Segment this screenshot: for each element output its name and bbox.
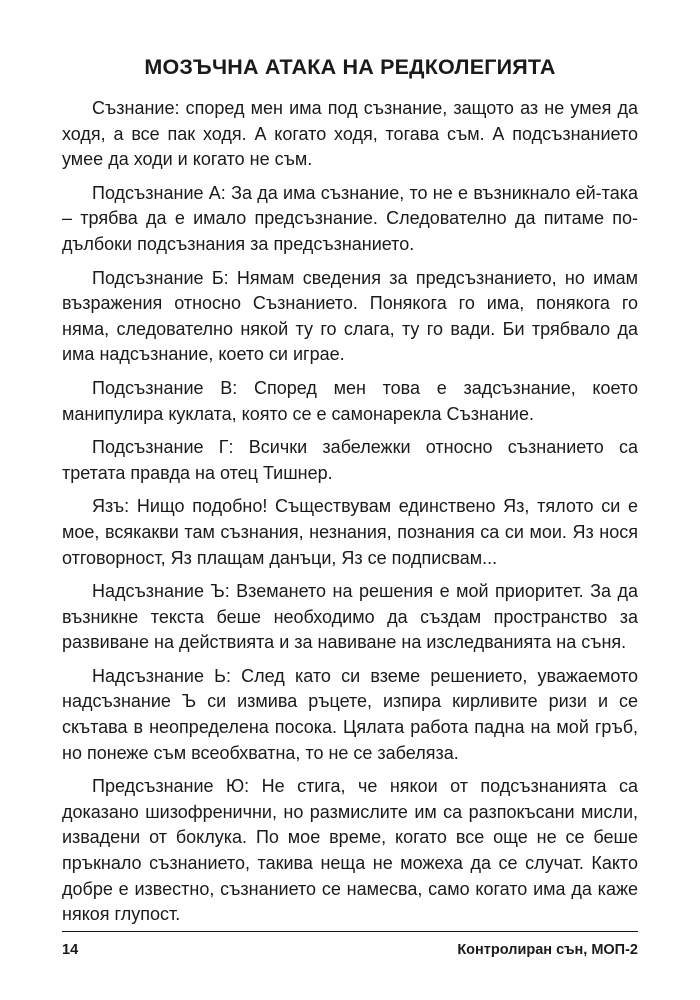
paragraph: Подсъзнание А: За да има съзнание, то не е възникнало ей-така – трябва да е имало предсъзнание. Следователно да питаме по-дълбоки подсъзнания за предсъзнанието.: [62, 182, 638, 254]
paragraph: Подсъзнание Б: Нямам сведения за предсъзнанието, но имам възражения относно Съзнанието. Понякога го има, понякога го няма, следователно някой ту го слага, ту го вади. Би трябвало да има надсъзнание, което си играе.: [62, 267, 638, 365]
page-number: 14: [62, 942, 79, 958]
paragraph: Подсъзнание Г: Всички забележки относно съзнанието са третата правда на отец Тишнер.: [62, 437, 638, 483]
running-title: Контролиран сън, МОП-2: [457, 942, 638, 958]
paragraph: Предсъзнание Ю: Не стига, че някои от подсъзнанията са доказано шизофренични, но размислите им са разпокъсани мисли, извадени от боклука. По мое време, когато все още не се беше пръкнало съзнанието, такива неща не можеха да се случат. Както добре е известно, съзнанието се намесва, само когато има да каже някоя глупост.: [62, 776, 638, 925]
paragraph: Подсъзнание В: Според мен това е задсъзнание, което манипулира куклата, която се е самонарекла Съзнание.: [62, 377, 638, 424]
page-title: МОЗЪЧНА АТАКА НА РЕДКОЛЕГИЯТА: [144, 55, 556, 79]
paragraph: Надсъзнание Ъ: Вземането на решения е мой приоритет. За да възникне текста беше необходимо да създам пространство за развиване на действията и за навиване на изследванията на съня.: [62, 581, 638, 653]
footer-divider: [62, 931, 638, 932]
body-text: [62, 96, 638, 936]
paragraph: Надсъзнание Ь: След като си вземе решението, уважаемото надсъзнание Ъ си измива ръцете, изпира кирливите ризи и се скътава в неопределена посока. Цялата работа падна на мой гръб, но понеже съм всеобхватна, то не се забеляза.: [62, 665, 638, 763]
paragraph: Язъ: Нищо подобно! Съществувам единствено Яз, тялото си е мое, всякакви там съзнания, незнания, познания са си мои. Яз нося отговорност, Яз плащам данъци, Яз се подписвам...: [62, 496, 638, 568]
page-footer: [62, 938, 638, 962]
paragraph: Съзнание: според мен има под съзнание, защото аз не умея да ходя, а все пак ходя. А когато ходя, тогава съм. А подсъзнанието умее да ходи и когато не съм.: [62, 98, 638, 170]
